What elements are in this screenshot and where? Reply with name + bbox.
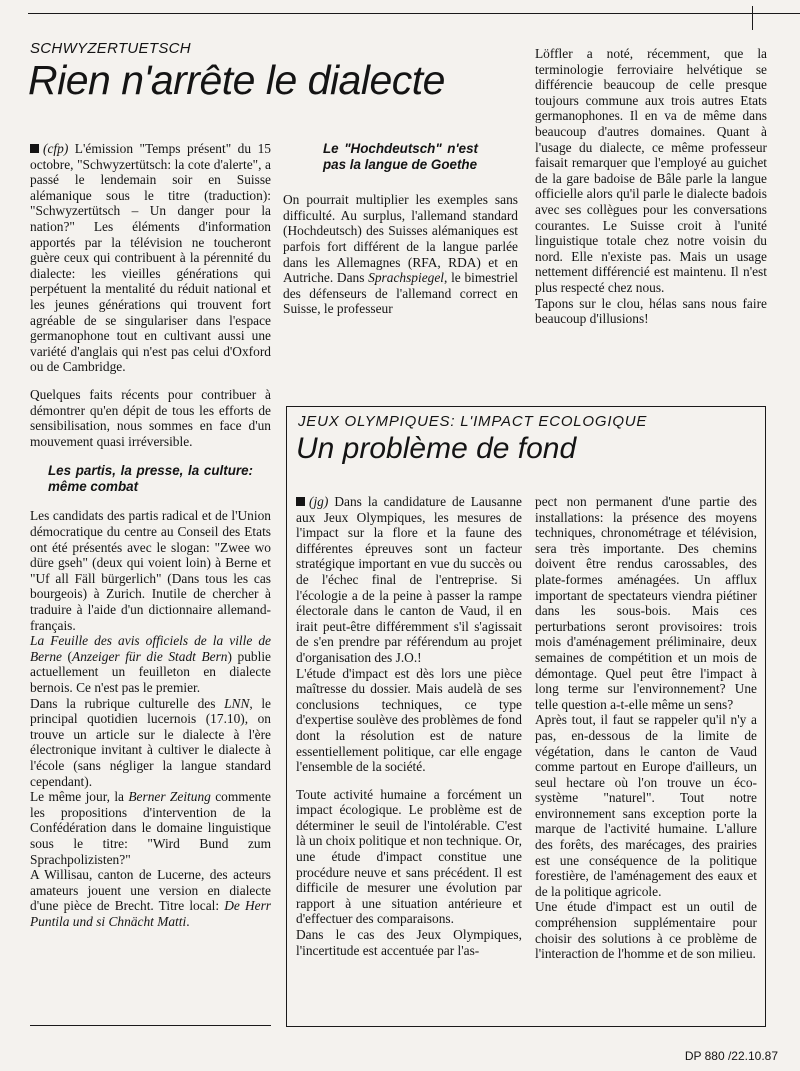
article2-paragraph: Une étude d'impact est un outil de compréhension supplémentaire pour choisir des solutions à ce problème de l'interaction de l'homme et de son milieu.	[535, 899, 757, 962]
article1-paragraph	[30, 867, 271, 929]
article2-lead-paragraph	[296, 494, 522, 666]
paragraph-text: , le bimestriel des défenseurs de l'allemand correct en Suisse, le professeur	[283, 270, 518, 317]
article1-paragraph	[283, 192, 518, 317]
article1-closing-paragraph: Tapons sur le clou, hélas sans nous faire beaucoup d'illusions!	[535, 295, 767, 327]
publication-name: La Feuille des avis officiels de la ville de Berne	[30, 633, 271, 664]
article1-paragraph: Löffler a noté, récemment, que la terminologie ferroviaire helvétique se différencie beaucoup de celle presque toujours commune aux trois autres Etats germanophones. Il en va de même dans beaucoup d'autres domaines. Quant à l'usage du dialecte, ce même professeur faisait remarquer que l'employé au guichet de la gare badoise de Bâle parle la langue officielle alors qu'il parle le dialecte badois avec ses collègues pour les conversations courantes. Le Suisse croit à l'unité linguistique totale chez notre voisin du nord. Elle n'existe pas. Mais un usage nettement différencié est maintenu. Il n'est plus respecté chez nous.	[535, 46, 767, 295]
paragraph-text: , le principal quotidien lucernois (17.10), on trouve un article sur le dialecte à l'ère électronique invitant à cultiver le dialecte à l'école (sans négliger la langue standard cependant).	[30, 695, 272, 789]
bullet-square-icon	[296, 497, 305, 506]
issue-footer: DP 880 /22.10.87	[684, 1049, 778, 1063]
author-initials: (cfp)	[43, 141, 69, 156]
paragraph-text: publie actuellement un feuilleton en dialecte bernois. Ce n'est pas le premier.	[30, 648, 271, 695]
paragraph-text: Dans la rubrique culturelle des	[30, 695, 225, 711]
article2-column-2	[535, 494, 757, 962]
article1-paragraph: Quelques faits récents pour contribuer à démontrer qu'en dépit de tous les efforts de sensibilisation, nous sommes en face d'un mouvement quasi irréversible.	[30, 386, 271, 449]
article1-headline: Rien n'arrête le dialecte	[28, 57, 445, 103]
author-initials: (jg)	[309, 494, 329, 509]
article1-column-2	[283, 141, 518, 317]
article1-kicker: SCHWYZERTUETSCH	[30, 40, 191, 57]
article1-subhead-1: Les partis, la presse, la culture: même combat	[48, 463, 253, 494]
paragraph-text: A Willisau, canton de Lucerne, des acteurs amateurs jouent une version en dialecte d'une pièce de Brecht. Titre local:	[30, 867, 271, 914]
page-edge-mark	[752, 6, 753, 30]
bullet-square-icon	[30, 144, 39, 153]
column-1-bottom-rule	[30, 1025, 271, 1026]
article2-kicker: JEUX OLYMPIQUES: L'IMPACT ECOLOGIQUE	[298, 413, 648, 430]
article1-paragraph: La Feuille des avis officiels de la ville de Berne (Anzeiger für die Stadt Bern) publie actuellement un feuilleton en dialecte bernois. Ce n'est pas le premier.	[30, 633, 271, 695]
article1-column-1	[30, 141, 271, 930]
play-title: De Herr Puntila und si Chnächt Matti	[30, 898, 271, 929]
paragraph-text: Le même jour, la	[30, 789, 129, 805]
lead-text: L'émission "Temps présent" du 15 octobre, "Schwyzertütsch: la cote d'alerte", a passé le lendemain soir en Suisse alémanique sous le titre (traduction): "Schwyzertütsch – Un danger pour la nation?" Les éléments d'information apportés par la télévision ne toucheront guère ceux qui contribuent à la pérennité du dialecte: les vieilles générations qui perpétuent la mentalité du réduit national et les jeunes générations qui trouvent fort agréable de se singulariser dans l'espace germanophone tout en cultivant aussi une variété d'anglais qui n'est pas celui d'Oxford ou de Cambridge.	[30, 141, 271, 375]
article1-paragraph: Les candidats des partis radical et de l'Union démocratique du centre au Conseil des Etats ont été présentés avec le slogan: "Zwee wo düre gseh" (deux qui voient loin) à Berne et "Uf all Fäll bürgerlich" (Dans tous les cas bourgeois) à Zurich. Inutile de chercher à traduire à l'aide d'un dictionnaire allemand-français.	[30, 508, 271, 633]
article2-paragraph: Après tout, il faut se rappeler qu'il n'y a pas, en-dessous de la limite de végétation, dans le canton de Vaud comme partout en Europe d'ailleurs, un seul hectare où l'on trouve un éco-système "naturel". Tout notre environnement sans exception porte la marque de l'activité humaine. L'allure des forêts, des marécages, des prairies est une conséquence de la politique forestière, de l'aménagement des eaux et de la politique agricole.	[535, 712, 757, 899]
article2-paragraph: pect non permanent d'une partie des installations: la présence des moyens techniques, chronométrage et télévision, sera très importante. Des chemins doivent être rendus carossables, des plate-formes aménagées. Un afflux important de spectateurs viendra piétiner dans les sous-bois. Mais ces perturbations seront provisoires: trois mois d'aménagement préliminaire, deux semaines de compétition et un mois de démontage. Quel peut être l'impact à long terme sur l'environnement? Une telle question a-t-elle même un sens?	[535, 494, 757, 712]
publication-name: Sprachspiegel	[368, 270, 445, 286]
article2-paragraph: Dans le cas des Jeux Olympiques, l'incertitude est accentuée par l'as-	[296, 927, 522, 958]
article2-paragraph: L'étude d'impact est dès lors une pièce maîtresse du dossier. Mais audelà de ses conclusions techniques, ce type d'expertise soulève des problèmes de fond dont la résolution est de nature essentiellement politique, car elle engage l'ensemble de la société.	[296, 665, 522, 775]
article1-subhead-2: Le "Hochdeutsch" n'est pas la langue de Goethe	[323, 141, 478, 172]
article2-paragraph: Toute activité humaine a forcément un impact écologique. Le problème est de déterminer le seuil de l'intolérable. C'est là un choix politique et non technique. Or, une étude d'impact constitue une procédure neuve et sans précédent. Il est difficile de mesurer une évolution par rapport à une situation antérieure et d'effectuer des comparaisons.	[296, 786, 522, 927]
article1-column-3	[535, 46, 767, 327]
paragraph-text: On pourrait multiplier les exemples sans difficulté. Au surplus, l'allemand standard (Hochdeutsch) des Suisses alémaniques est parfois fort différent de la langue parlée dans les Allemagnes (RFA, RDA) et en Autriche. Dans	[283, 192, 518, 286]
publication-name: Anzeiger für die Stadt Bern	[72, 648, 228, 664]
publication-name: Berner Zeitung	[128, 789, 211, 805]
article2-headline: Un problème de fond	[296, 432, 577, 465]
article2-column-1	[296, 494, 522, 958]
article1-paragraph	[30, 696, 271, 790]
article1-paragraph	[30, 789, 271, 867]
top-rule	[28, 13, 800, 14]
paragraph-text: .	[186, 913, 190, 929]
publication-name: LNN	[224, 695, 250, 711]
paragraph-text: commente les propositions d'intervention de la Confédération dans le domaine linguistique sous le titre: "Wird Bund zum Sprachpolizisten?"	[30, 789, 272, 867]
article1-lead-paragraph	[30, 141, 271, 375]
lead-text: Dans la candidature de Lausanne aux Jeux Olympiques, les mesures de l'impact sur la flore et la faune des différentes épreuves sont un facteur stratégique important en vue du succès ou de l'échec final de l'entreprise. Si l'écologie a de la peine à passer la rampe électorale dans le canton de Vaud, il en irait peut-être différemment s'il s'agissait de s'en prendre par référendum au projet d'organisation des J.O.!	[296, 494, 522, 665]
